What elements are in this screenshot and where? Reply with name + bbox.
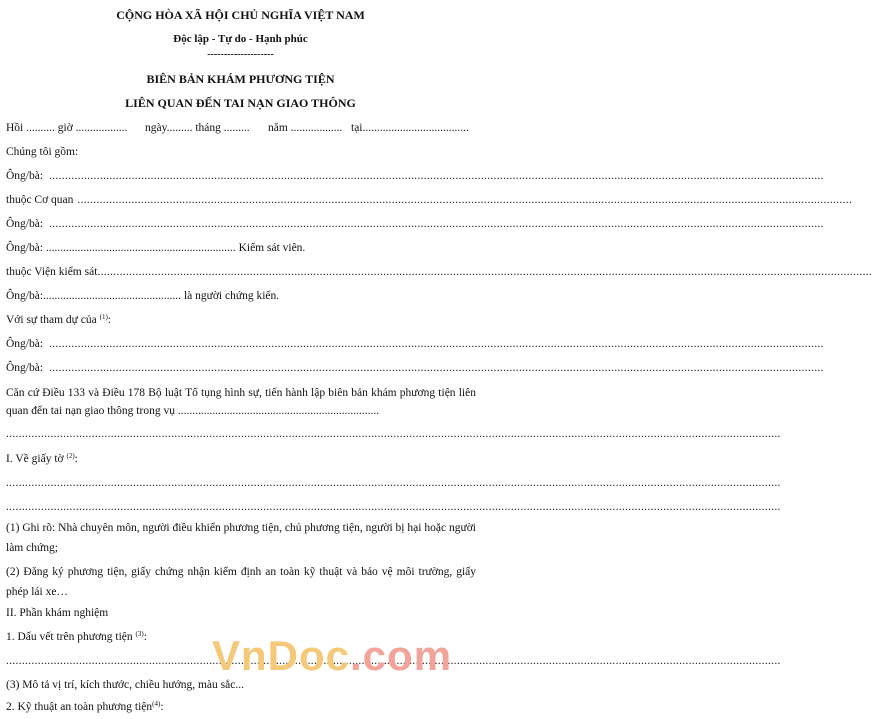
doc-title-line2: LIÊN QUAN ĐẾN TAI NẠN GIAO THÔNG [125, 96, 356, 110]
time-ngay-thang: ngày......... tháng ......... [145, 122, 250, 134]
time-nam: năm .................. [268, 122, 343, 134]
la-nguoi-chung-kien: là người chứng kiến. [183, 290, 280, 302]
dot-line: .................................................................................................................................................................................................................................................... [6, 655, 781, 667]
time-tai: tại..................................... [351, 122, 469, 134]
footnote-ref-2: (2) [66, 452, 75, 460]
colon: : [143, 631, 147, 643]
section-1-heading [6, 452, 78, 466]
footnote-ref-1: (1) [99, 313, 108, 321]
dot-fill: .................................................................................................................................................................................................................................................... [49, 362, 824, 374]
voi-su-tham-du-label: Với sự tham dự của [6, 314, 97, 326]
thuoc-vien-kiem-sat-row [6, 265, 872, 279]
watermark-part-2: .com [350, 632, 453, 679]
ong-ba-label: Ông/bà: [6, 170, 44, 182]
ong-ba-chung-kien: Ông/bà:................................................ [6, 290, 182, 302]
item-2-label: 2. Kỹ thuật an toàn phương tiện [6, 701, 153, 713]
motto: Độc lập - Tự do - Hạnh phúc [173, 33, 308, 45]
ong-ba-row-4 [6, 361, 824, 375]
section-2-heading: II. Phần khám nghiệm [6, 607, 109, 619]
thuoc-vien-kiem-sat-label: thuộc Viện kiểm sát [6, 266, 98, 278]
note-1: (1) Ghi rõ: Nhà chuyên môn, người điều khiển phương tiện, chủ phương tiện, người bị hại hoặc người làm chứng; [6, 522, 476, 554]
note-2: (2) Đăng ký phương tiện, giấy chứng nhận kiểm định an toàn kỹ thuật và bảo vệ môi trường, giấy phép lái xe… [6, 566, 476, 598]
ong-ba-label: Ông/bà: [6, 218, 44, 230]
vndoc-watermark [212, 634, 452, 678]
note-3: (3) Mô tả vị trí, kích thước, chiều hướng, màu sắc... [6, 679, 244, 691]
colon: : [160, 701, 164, 713]
ong-ba-row-1 [6, 169, 824, 183]
thuoc-co-quan-row [6, 193, 853, 207]
dot-line: .................................................................................................................................................................................................................................................... [6, 501, 781, 513]
ong-ba-row-2 [6, 217, 824, 231]
dot-line: .................................................................................................................................................................................................................................................... [6, 477, 781, 489]
colon: : [74, 453, 78, 465]
voi-su-tham-du [6, 313, 111, 327]
dot-fill: .................................................................................................................................................................................................................................................... [77, 194, 853, 206]
doc-title-line1: BIÊN BẢN KHÁM PHƯƠNG TIỆN [146, 72, 335, 86]
dot-fill: .................................................................................................................................................................................................................................................... [97, 266, 872, 278]
ong-ba-kiem-sat-row [6, 241, 305, 255]
colon: : [107, 314, 111, 326]
dot-fill: .................................................................................................................................................................................................................................................... [49, 338, 824, 350]
ong-ba-label: Ông/bà: [6, 338, 44, 350]
kiem-sat-vien: Kiểm sát viên. [238, 242, 306, 254]
ong-ba-label: Ông/bà: [6, 362, 44, 374]
watermark-part-1: VnDoc [212, 632, 351, 679]
ong-ba-row-3 [6, 337, 824, 351]
item-2-heading [6, 700, 164, 714]
ong-ba-chung-kien-row [6, 289, 279, 303]
section-1-label: I. Về giấy tờ [6, 453, 64, 465]
chung-toi-gom: Chúng tôi gồm: [6, 146, 79, 158]
nation-heading: CỘNG HÒA XÃ HỘI CHỦ NGHĨA VIỆT NAM [116, 8, 365, 22]
time-hoi-gio: Hồi .......... giờ .................. [6, 122, 128, 134]
footnote-ref-3: (3) [135, 630, 144, 638]
dot-fill: .................................................................................................................................................................................................................................................... [49, 170, 824, 182]
thuoc-co-quan-label: thuộc Cơ quan [6, 194, 74, 206]
dot-fill: .................................................................................................................................................................................................................................................... [49, 218, 824, 230]
ong-ba-kiem-sat: Ông/bà: .................................................................. [6, 242, 236, 254]
can-cu-paragraph: Căn cứ Điều 133 và Điều 178 Bộ luật Tố tụng hình sự, tiến hành lập biên bản khám phương tiện liên quan đến tai nạn giao thông trong vụ ...................................................................... [6, 387, 476, 417]
item-1-heading [6, 630, 147, 644]
dot-line: .................................................................................................................................................................................................................................................... [6, 428, 781, 440]
separator: -------------------- [207, 49, 274, 60]
footnote-ref-4: (4) [152, 700, 161, 708]
item-1-label: 1. Dấu vết trên phương tiện [6, 631, 133, 643]
